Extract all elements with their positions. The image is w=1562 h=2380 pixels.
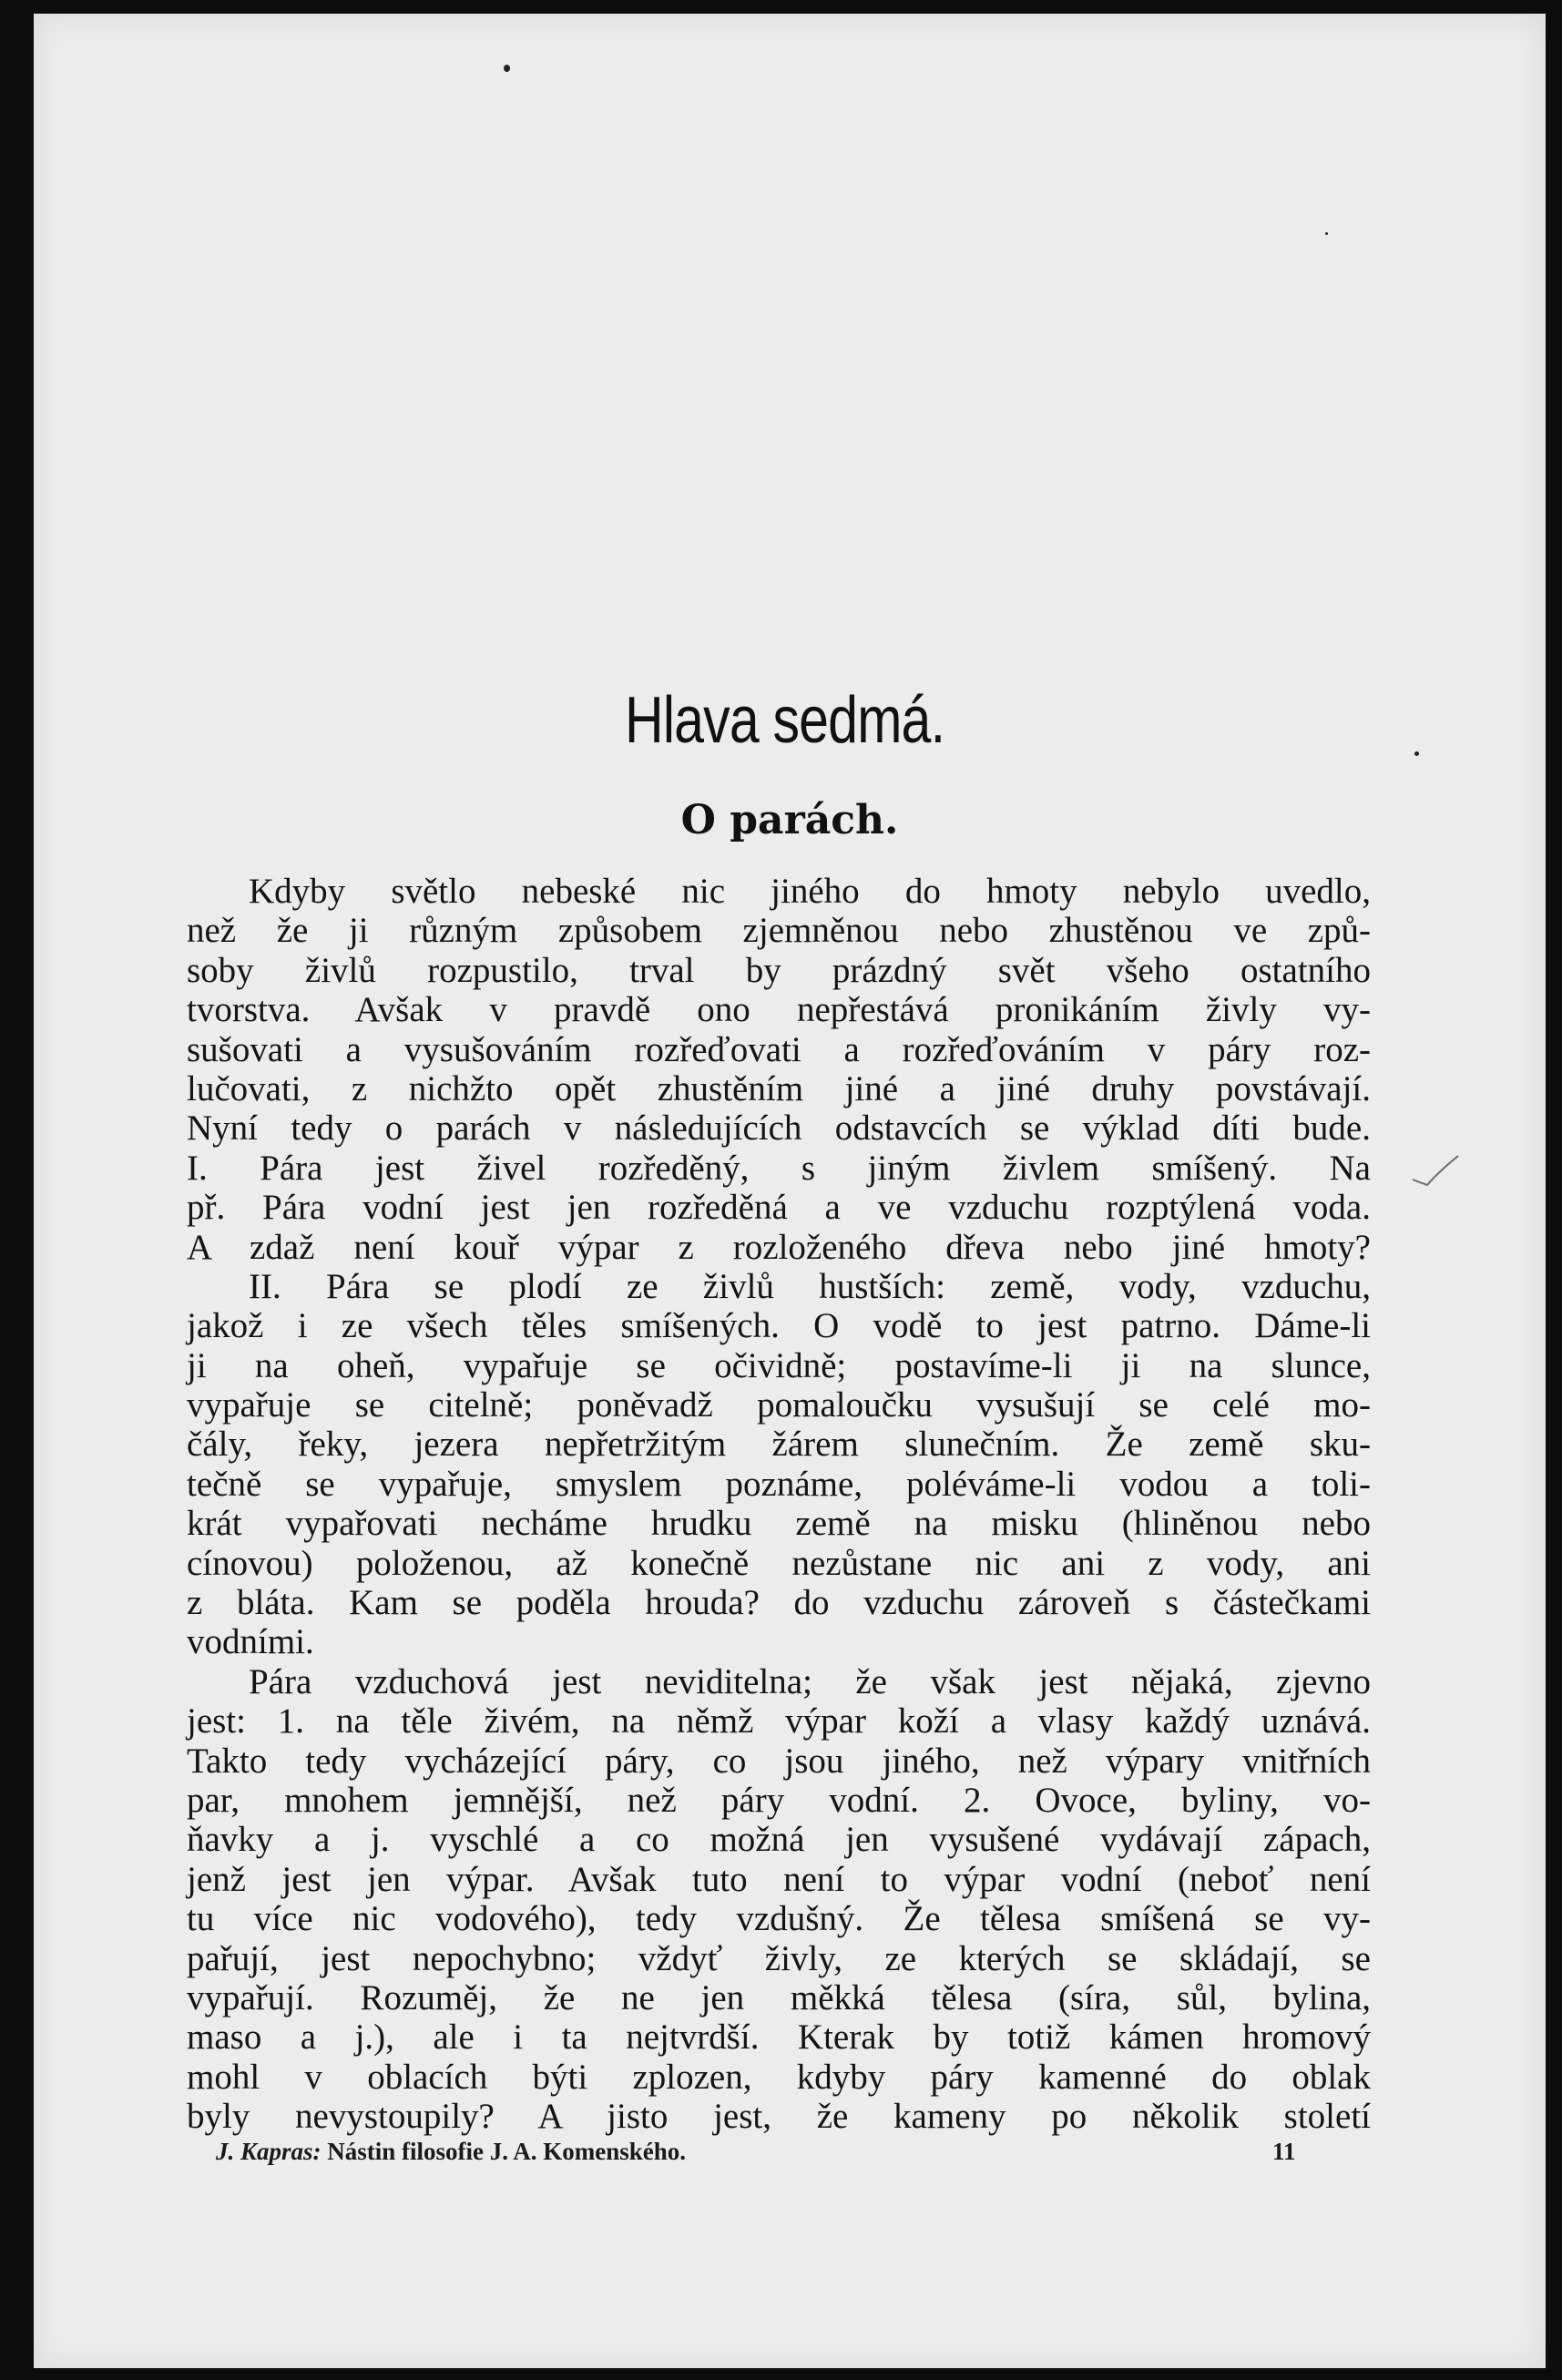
text-line: soby živlů rozpustilo, trval by prázdný svět všeho ostatního [187,950,1371,990]
text-line: A zdaž není kouř výpar z rozloženého dřeva nebo jiné hmoty? [187,1227,1371,1267]
ink-speck [504,65,510,72]
text-line: ji na oheň, vypařuje se očividně; postavíme-li ji na slunce, [187,1345,1371,1385]
text-line: krát vypařovati necháme hrudku země na misku (hliněnou nebo [187,1504,1371,1544]
footer-author: J. Kapras: [216,2138,322,2165]
ink-speck [1414,751,1419,756]
text-line: vypařují. Rozuměj, že ne jen měkká tělesa (síra, sůl, bylina, [187,1977,1371,2017]
section-title: O parách. [680,797,899,843]
page-number: 11 [1272,2138,1296,2165]
text-line: jakož i ze všech těles smíšených. O vodě to jest patrno. Dáme-li [187,1306,1371,1346]
footer-book-title: Nástin filosofie J. A. Komenského. [327,2138,687,2165]
text-line: Nyní tedy o parách v následujících odstavcích se výklad díti bude. [187,1108,1371,1149]
text-line: než že ji různým způsobem zjemněnou nebo zhustěnou ve způ- [187,911,1371,951]
text-line: pařují, jest nepochybno; vždyť živly, ze kterých se skládají, se [187,1938,1371,1978]
text-line: tečně se vypařuje, smyslem poznáme, poléváme-li vodou a toli- [187,1464,1371,1504]
body-text [187,872,1371,2137]
text-line: tu více nic vodového), tedy vzdušný. Že tělesa smíšená se vy- [187,1899,1371,1939]
pencil-mark-icon [1409,1152,1464,1189]
text-line: byly nevystoupily? A jisto jest, že kameny po několik století [187,2097,1371,2137]
text-line: jenž jest jen výpar. Avšak tuto není to výpar vodní (neboť není [187,1859,1371,1899]
chapter-title: Hlava sedmá. [625,684,945,757]
text-line: vodními. [187,1622,314,1662]
text-line: vypařuje se citelně; poněvadž pomaloučku vysušují se celé mo- [187,1385,1371,1425]
text-line: z bláta. Kam se poděla hrouda? do vzduchu zároveň s částečkami [187,1583,1371,1623]
text-line: tvorstva. Avšak v pravdě ono nepřestává pronikáním živly vy- [187,990,1371,1030]
text-line: lučovati, z nichžto opět zhustěním jiné a jiné druhy povstávají. [187,1068,1371,1108]
text-line: mohl v oblacích býti zplozen, kdyby páry kamenné do oblak [187,2057,1371,2097]
page-footer [216,2138,1309,2166]
text-line: Pára vzduchová jest neviditelna; že však jest nějaká, zjevno [249,1661,1371,1701]
text-line: I. Pára jest živel rozředěný, s jiným živlem smíšený. Na [187,1148,1371,1188]
text-line: par, mnohem jemnější, než páry vodní. 2. Ovoce, byliny, vo- [187,1780,1371,1820]
text-line: sušovati a vysušováním rozřeďovati a rozřeďováním v páry roz- [187,1029,1371,1069]
text-line: cínovou) položenou, až konečně nezůstane nic ani z vody, ani [187,1543,1371,1583]
text-line: Kdyby světlo nebeské nic jiného do hmoty nebylo uvedlo, [249,872,1371,911]
text-line: čály, řeky, jezera nepřetržitým žárem slunečním. Že země sku- [187,1425,1371,1465]
text-line: II. Pára se plodí ze živlů hustších: země, vody, vzduchu, [249,1266,1371,1306]
book-page [34,14,1546,2368]
text-line: maso a j.), ale i ta nejtvrdší. Kterak by totiž kámen hromový [187,2017,1371,2058]
ink-speck [1325,232,1328,235]
text-line: ňavky a j. vyschlé a co možná jen vysušené vydávají zápach, [187,1820,1371,1860]
text-line: jest: 1. na těle živém, na němž výpar koží a vlasy každý uznává. [187,1701,1371,1742]
text-line: př. Pára vodní jest jen rozředěná a ve vzduchu rozptýlená voda. [187,1188,1371,1228]
text-line: Takto tedy vycházející páry, co jsou jiného, než výpary vnitřních [187,1741,1371,1781]
